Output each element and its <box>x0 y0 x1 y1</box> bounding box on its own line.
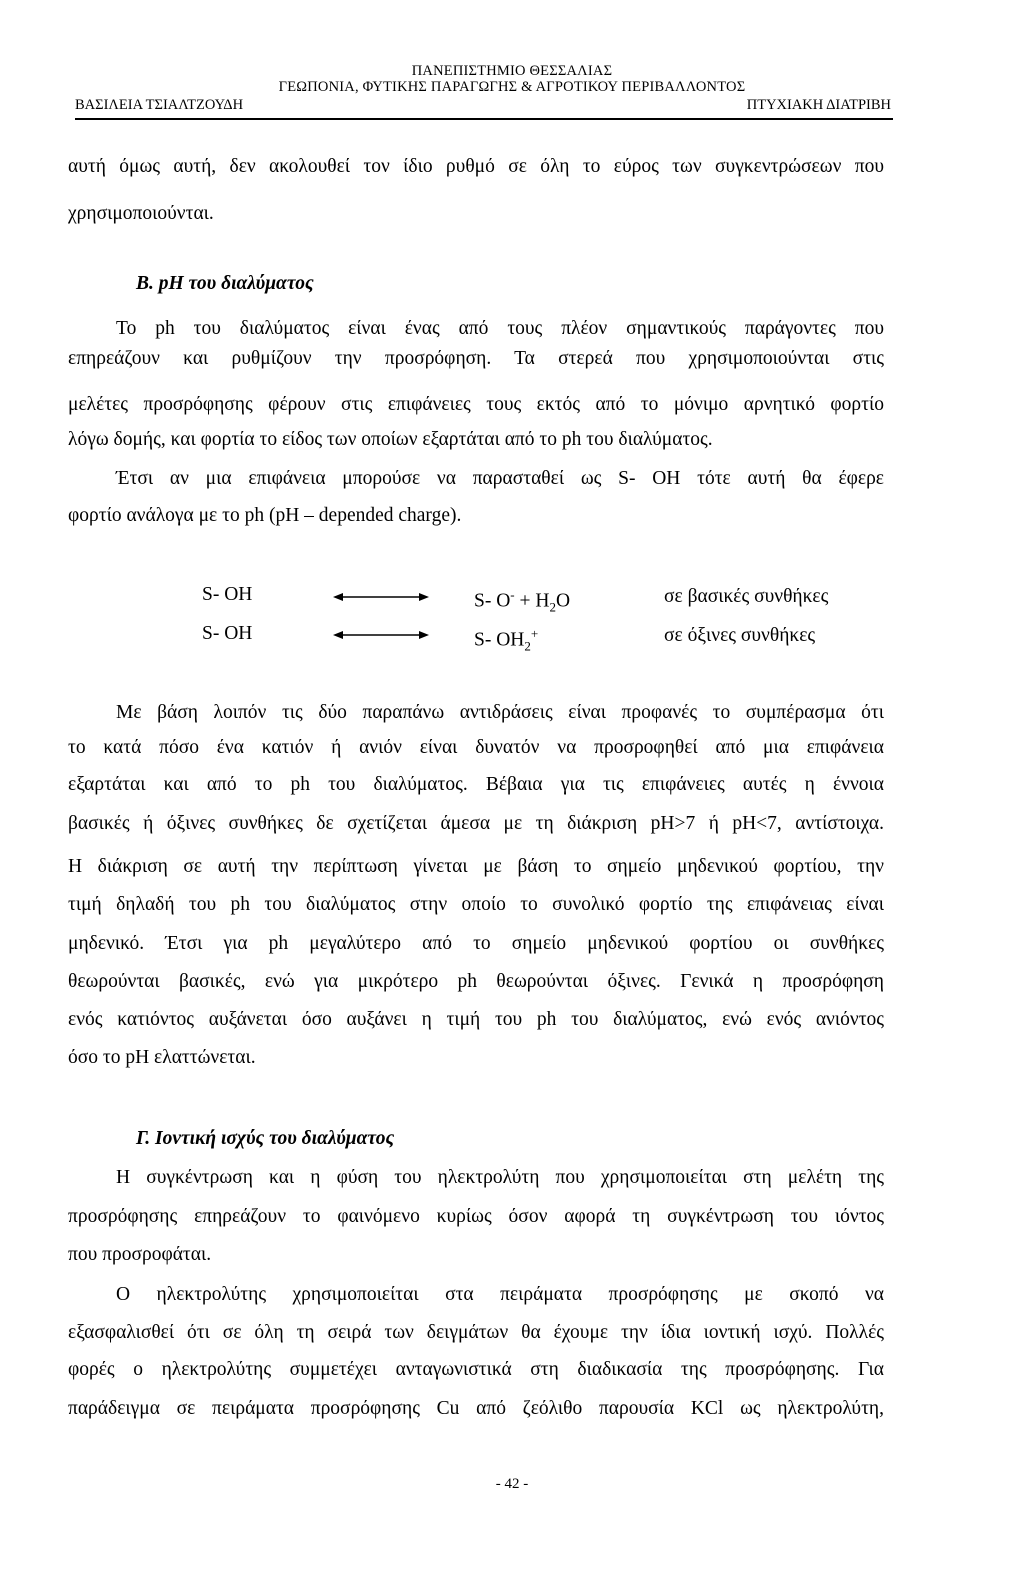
paragraph-line: μελέτες προσρόφησης φέρουν στις επιφάνειες τους εκτός από το μόνιμο αρνητικό φορτίο <box>68 394 884 415</box>
paragraph-line: όσο το pH ελαττώνεται. <box>68 1047 256 1068</box>
reaction-left: S- OH <box>202 623 253 644</box>
reaction-right: S- $O^- + H_2O$ <box>474 587 571 615</box>
paragraph-line: τιμή δηλαδή του ph του διαλύματος στην οποίο το συνολικό φορτίο της επιφάνειας είναι <box>68 894 884 915</box>
header-author: ΒΑΣΙΛΕΙΑ ΤΣΙΑΛΤΖΟΥΔΗ <box>75 97 244 113</box>
page-number: - 42 - <box>495 1476 529 1492</box>
paragraph-line: εξασφαλισθεί ότι σε όλη τη σειρά των δειγμάτων θα έχουμε την ίδια ιοντική ισχύ. Πολλές <box>68 1322 884 1343</box>
paragraph-line: Ο ηλεκτρολύτης χρησιμοποιείται στα πειράματα προσρόφησης με σκοπό να <box>116 1284 884 1305</box>
header-doc-type: ΠΤΥΧΙΑΚΗ ΔΙΑΤΡΙΒΗ <box>746 97 891 113</box>
paragraph-line: λόγω δομής, και φορτία το είδος των οποίων εξαρτάται από το ph του διαλύματος. <box>68 429 713 450</box>
header-university: ΠΑΝΕΠΙΣΤΗΜΙΟ ΘΕΣΣΑΛΙΑΣ <box>411 63 613 79</box>
paragraph-line: φορτίο ανάλογα με το ph (pH – depended charge). <box>68 505 462 526</box>
paragraph-line: προσρόφησης επηρεάζουν το φαινόμενο κυρίως όσον αφορά τη συγκέντρωση του ιόντος <box>68 1206 884 1227</box>
paragraph-line: βασικές ή όξινες συνθήκες δε σχετίζεται άμεσα με τη διάκριση pH>7 ή pH<7, αντίστοιχα. <box>68 813 884 834</box>
paragraph-line: ενός κατιόντος αυξάνεται όσο αυξάνει η τιμή του ph του διαλύματος, ενώ ενός ανιόντος <box>68 1009 884 1030</box>
paragraph-line: θεωρούνται βασικές, ενώ για μικρότερο ph θεωρούνται όξινες. Γενικά η προσρόφηση <box>68 971 884 992</box>
reaction-condition: σε βασικές συνθήκες <box>664 586 829 607</box>
paragraph-line: επηρεάζουν και ρυθμίζουν την προσρόφηση. Τα στερεά που χρησιμοποιούνται στις <box>68 348 884 369</box>
paragraph-line: Η συγκέντρωση και η φύση του ηλεκτρολύτη που χρησιμοποιείται στη μελέτη της <box>116 1167 884 1188</box>
header-department: ΓΕΩΠΟΝΙΑ, ΦΥΤΙΚΗΣ ΠΑΡΑΓΩΓΗΣ & ΑΓΡΟΤΙΚΟΥ ΠΕΡΙΒΑΛΛΟΝΤΟΣ <box>278 79 746 95</box>
paragraph-line: Έτσι αν μια επιφάνεια μπορούσε να παρασταθεί ως S- OH τότε αυτή θα έφερε <box>116 468 884 489</box>
paragraph-line: Το ph του διαλύματος είναι ένας από τους πλέον σημαντικούς παράγοντες που <box>116 318 884 339</box>
paragraph-line: το κατά πόσο ένα κατιόν ή ανιόν είναι δυνατόν να προσροφηθεί από μια επιφάνεια <box>68 737 884 758</box>
reaction-left: S- OH <box>202 584 253 605</box>
paragraph-line: αυτή όμως αυτή, δεν ακολουθεί τον ίδιο ρυθμό σε όλη το εύρος των συγκεντρώσεων που <box>68 156 884 177</box>
equilibrium-arrow-icon <box>333 590 429 604</box>
section-heading-b: Β. pH του διαλύματος <box>136 273 314 294</box>
paragraph-line: που προσροφάται. <box>68 1244 212 1265</box>
reaction-condition: σε όξινες συνθήκες <box>664 625 816 646</box>
paragraph-line: φορές ο ηλεκτρολύτης συμμετέχει ανταγωνιστικά στη διαδικασία της προσρόφησης. Για <box>68 1359 884 1380</box>
paragraph-line: παράδειγμα σε πειράματα προσρόφησης Cu από ζεόλιθο παρουσία KCl ως ηλεκτρολύτη, <box>68 1398 884 1419</box>
section-heading-c: Γ. Ιοντική ισχύς του διαλύματος <box>136 1128 395 1149</box>
reaction-right: S- $OH_2^+$ <box>474 626 539 654</box>
paragraph-line: εξαρτάται και από το ph του διαλύματος. Βέβαια για τις επιφάνειες αυτές η έννοια <box>68 774 884 795</box>
paragraph-line: χρησιμοποιούνται. <box>68 203 214 224</box>
header-rule <box>75 118 893 120</box>
paragraph-line: μηδενικό. Έτσι για ph μεγαλύτερο από το σημείο μηδενικού φορτίου οι συνθήκες <box>68 933 884 954</box>
paragraph-line: Η διάκριση σε αυτή την περίπτωση γίνεται με βάση το σημείο μηδενικού φορτίου, την <box>68 856 884 877</box>
paragraph-line: Με βάση λοιπόν τις δύο παραπάνω αντιδράσεις είναι προφανές το συμπέρασμα ότι <box>116 702 884 723</box>
equilibrium-arrow-icon <box>333 628 429 642</box>
